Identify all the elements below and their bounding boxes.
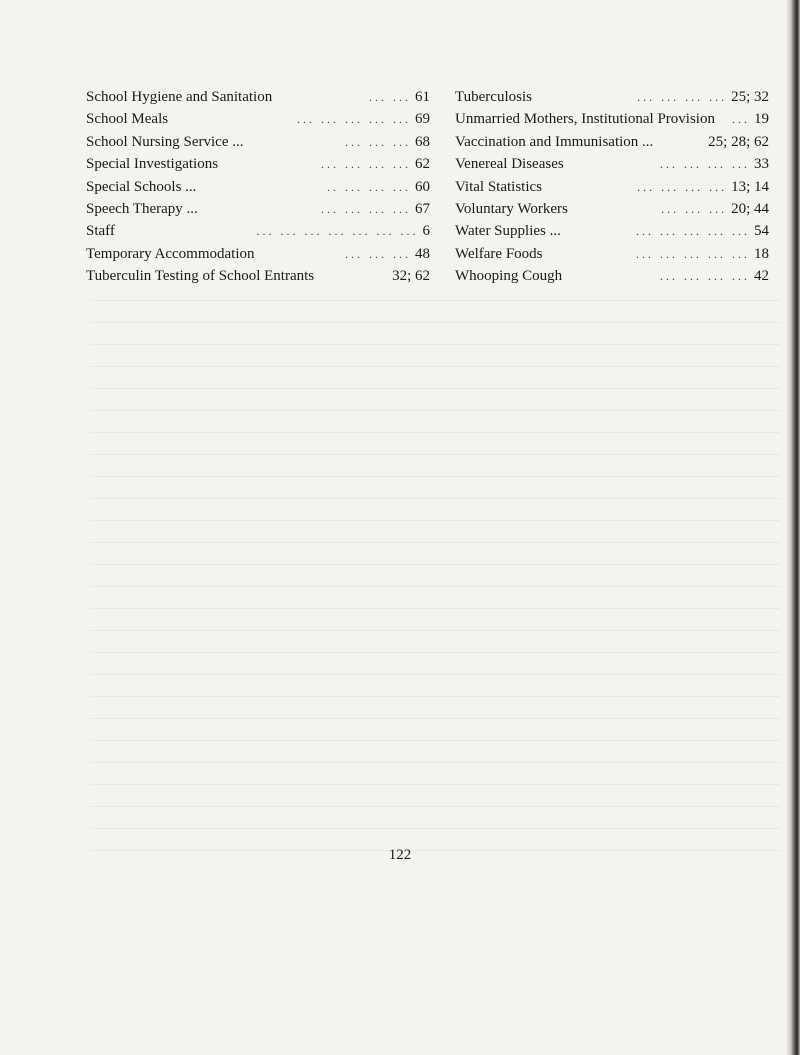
page-reference: 60 [415,178,430,195]
index-term: Welfare Foods [455,245,543,262]
page-reference: 6 [422,223,430,240]
dot-leader: ... ... ... [661,201,728,216]
index-entry [86,108,430,130]
index-term: School Meals [86,111,169,128]
index-term: Special Schools ... [86,178,197,195]
index-term: Staff [86,223,115,240]
dot-leader: ... ... [369,90,411,104]
index-term: Venereal Diseases [455,156,564,173]
page-reference: 62 [415,156,430,173]
show-through-texture [90,300,780,860]
page-reference: 68 [415,133,430,150]
index-entry [86,220,430,242]
index-entry [455,265,769,287]
index-entry [455,176,769,198]
index-entry [455,153,769,175]
index-entry [455,243,769,265]
page-reference: 48 [415,245,430,262]
index-entry [86,198,430,220]
index-term: Tuberculin Testing of School Entrants [86,268,315,285]
index-entry [86,265,430,287]
index-entry [455,198,769,220]
index-term: Whooping Cough [455,268,563,285]
dot-leader: ... ... ... [345,134,411,149]
index-entry [86,176,430,198]
dot-leader: ... ... ... ... [660,269,750,284]
index-entry [455,108,769,130]
dot-leader: ... ... ... ... ... [636,224,750,239]
index-entry [455,131,769,153]
index-term: Vaccination and Immunisation ... [455,133,654,150]
index-term: Speech Therapy ... [86,200,198,217]
index-entry [86,153,430,175]
page-reference: 67 [415,200,430,217]
index-term: Tuberculosis [455,89,532,105]
dot-leader: ... ... ... ... [637,179,728,194]
index-entry [455,220,769,242]
index-entry [86,131,430,153]
dot-leader: ... [732,112,750,127]
page-binding-edge [786,0,800,1055]
index-term: School Nursing Service ... [86,133,244,150]
index-entry [86,86,430,108]
page-reference: 19 [754,111,769,128]
dot-leader: ... ... ... ... [660,157,750,172]
index-entry [455,86,769,108]
index-term: Unmarried Mothers, Institutional Provision [455,111,715,128]
page-reference: 13; 14 [731,178,769,195]
dot-leader: ... ... ... ... [321,201,411,216]
index-column-left [86,86,430,288]
page-reference: 33 [754,156,769,173]
page-reference: 25; 32 [731,89,769,105]
index-term: Temporary Accommodation [86,245,255,262]
index-page [86,86,769,288]
index-term: Vital Statistics [455,178,543,195]
index-column-right [455,86,769,288]
page-reference: 20; 44 [731,200,769,217]
page-reference: 18 [754,245,769,262]
page-reference: 54 [754,223,769,240]
page-reference: 32; 62 [392,268,430,285]
page-reference: 69 [415,111,430,128]
dot-leader: ... ... ... ... ... [636,246,750,261]
dot-leader: ... ... ... ... ... [297,112,411,127]
dot-leader: ... ... ... ... [321,157,411,172]
page-reference: 42 [754,268,769,285]
page-number: 122 [388,847,412,863]
index-entry [86,243,430,265]
page-reference: 25; 28; 62 [708,133,769,150]
dot-leader: ... ... ... ... ... ... ... [256,224,419,239]
index-term: Water Supplies ... [455,223,561,240]
index-term: Voluntary Workers [455,200,568,217]
dot-leader: ... ... ... ... [637,90,728,104]
index-term: School Hygiene and Sanitation [86,89,273,105]
dot-leader: ... ... ... [345,246,411,261]
index-term: Special Investigations [86,156,219,173]
page-reference: 61 [415,89,430,105]
dot-leader: .. ... ... ... [327,179,411,194]
